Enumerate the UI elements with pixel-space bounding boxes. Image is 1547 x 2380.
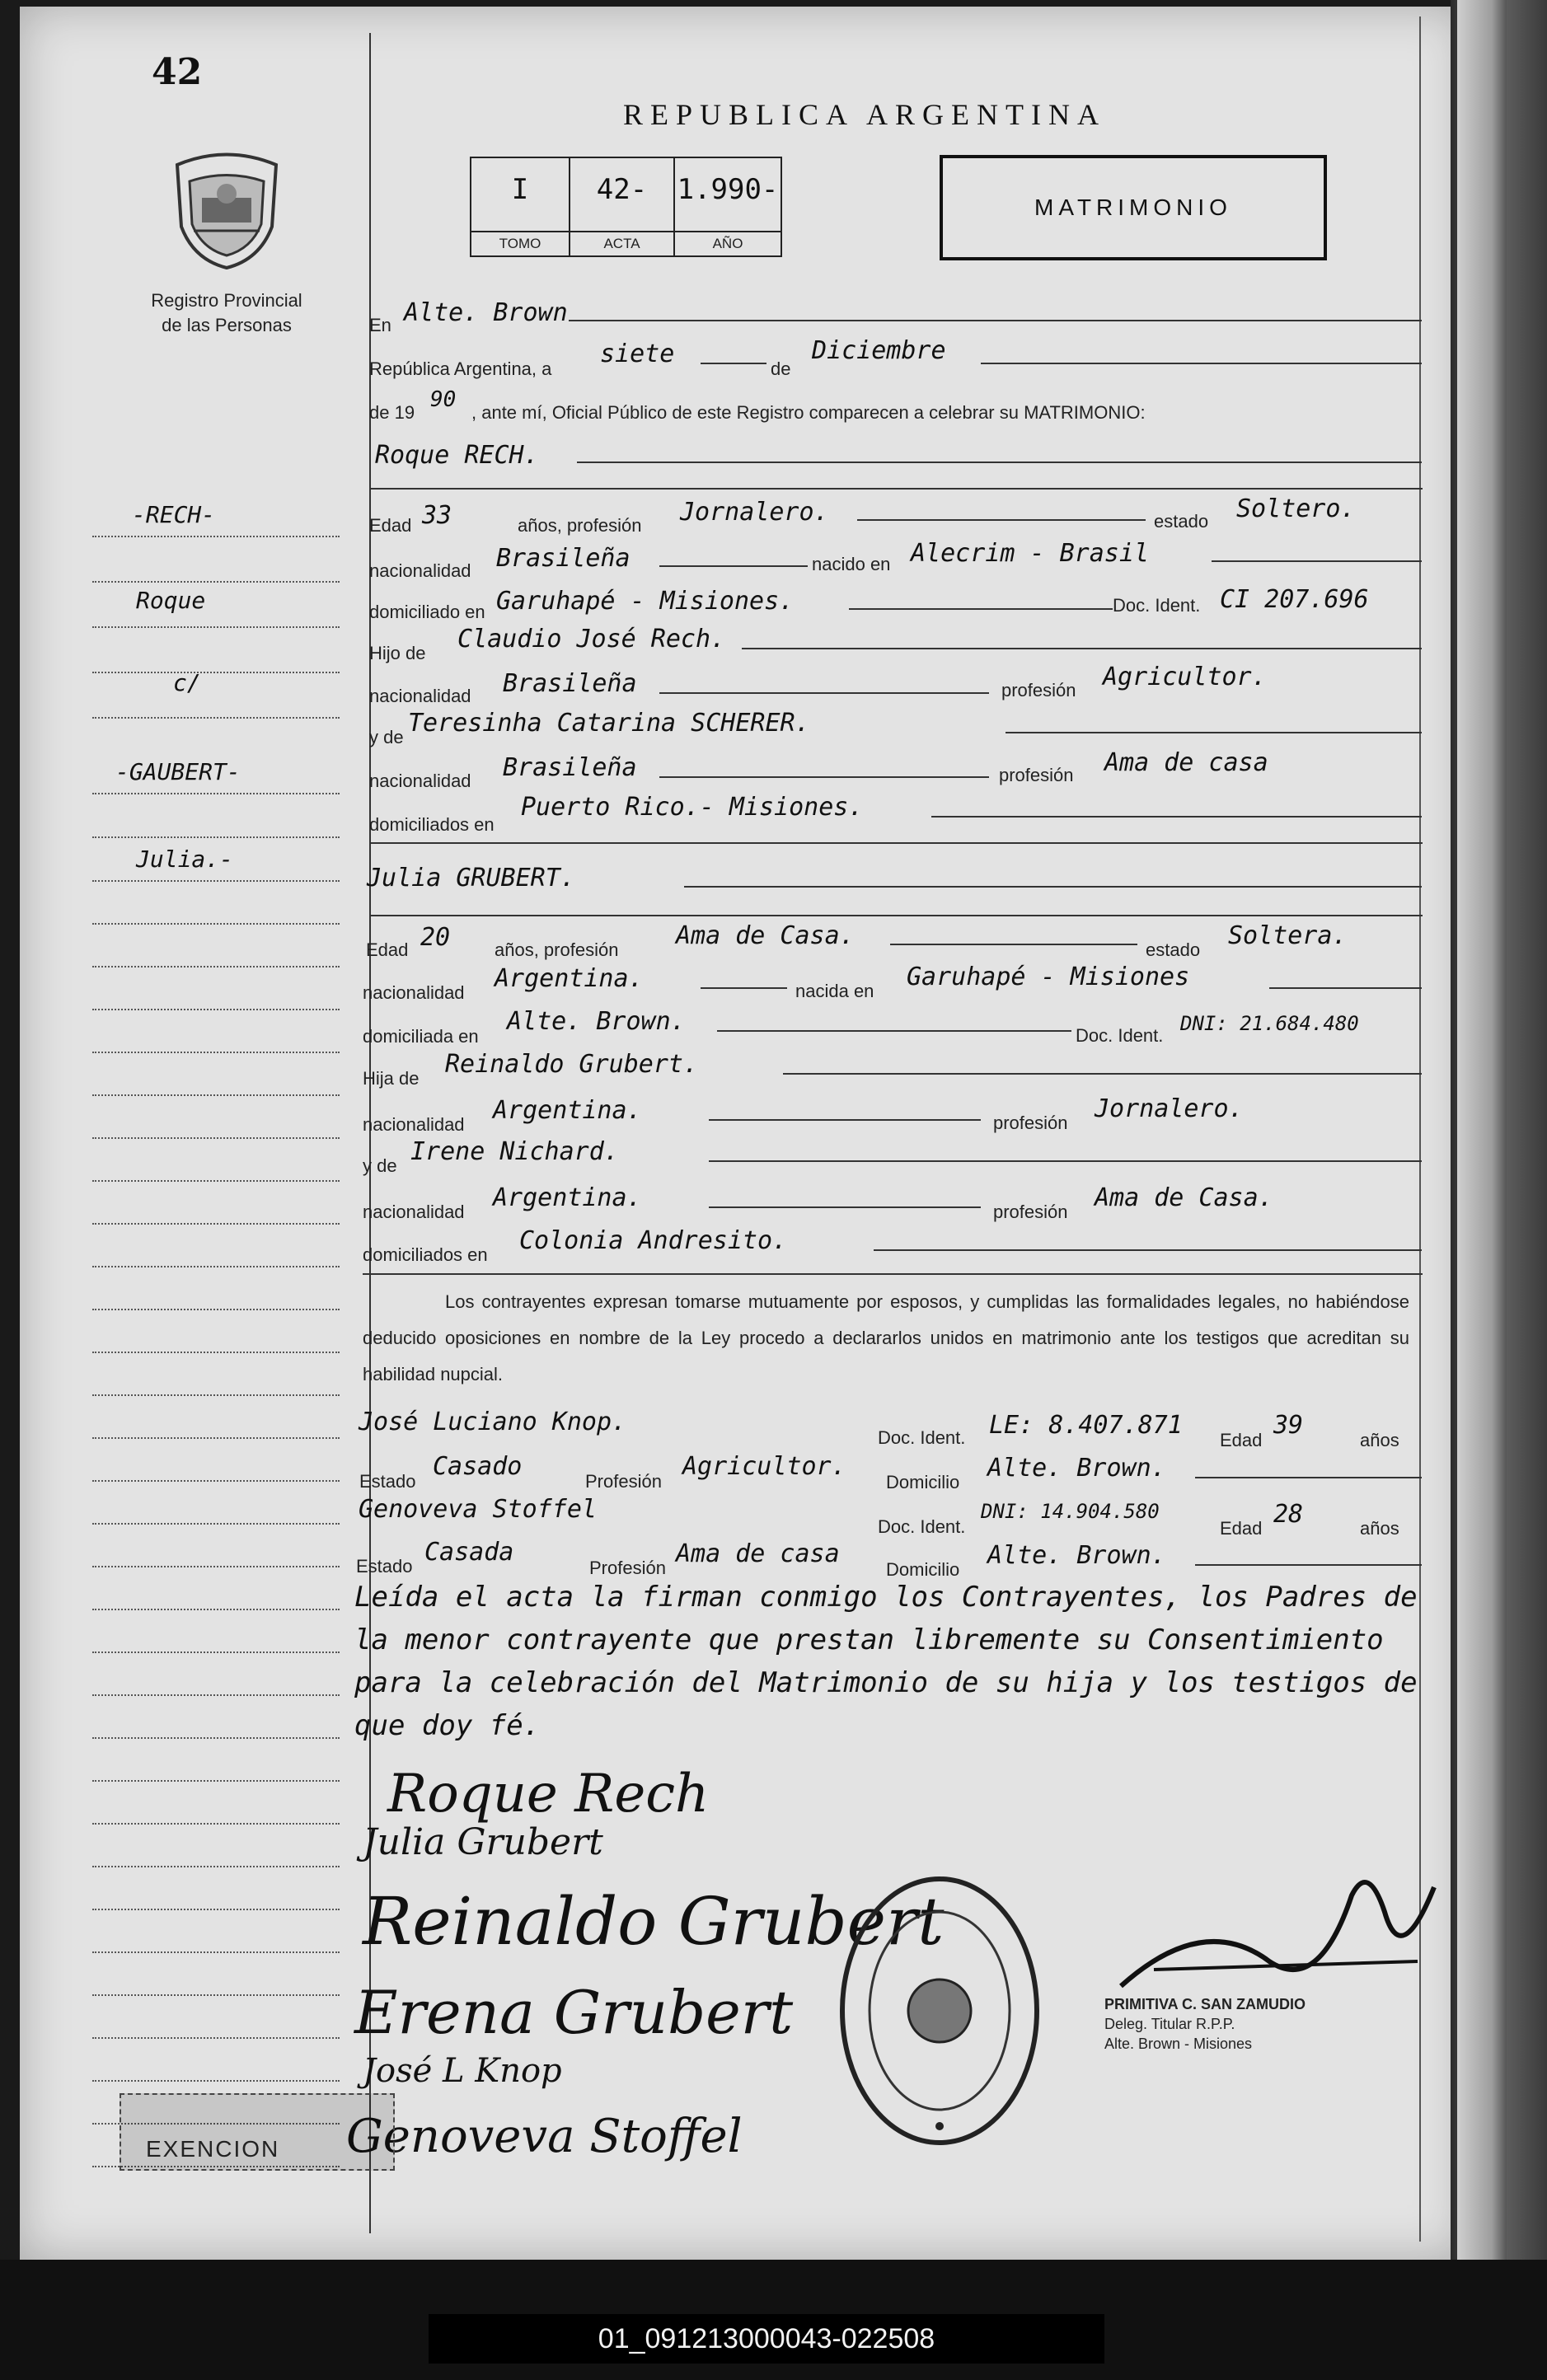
bride-domicile: Alte. Brown. [507,1007,686,1036]
tomo-label: TOMO [471,231,569,252]
signature-bride-father: Reinaldo Grubert [363,1883,945,1960]
witness2-anos-label: años [1360,1518,1399,1539]
witness2-profession: Ama de casa [676,1539,840,1568]
witness1-domicile: Alte. Brown. [987,1454,1166,1483]
margin-note-name-groom: Roque [136,587,206,614]
bride-mother-nationality: Argentina. [493,1183,642,1212]
groom-birthplace: Alecrim - Brasil [911,539,1149,568]
witness1-status: Casado [433,1452,523,1481]
bride-parents-dom-label: domiciliados en [363,1244,488,1265]
bride-mother-profession: Ama de Casa. [1095,1183,1273,1212]
record-number-box [470,157,782,257]
groom-status: Soltero. [1236,494,1356,523]
witness1-doc: LE: 8.407.871 [989,1411,1183,1440]
groom-doc: CI 207.696 [1220,585,1369,614]
signature-witness-1: José L Knop [363,2052,562,2090]
groom-name: Roque RECH. [375,441,539,470]
acta-label: ACTA [570,231,673,252]
officer-block [1104,1994,1306,2054]
bride-birthplace: Garuhapé - Misiones [907,963,1190,991]
de-label: de [771,358,791,379]
month: Diciembre [812,336,946,365]
intro-statement: , ante mí, Oficial Público de este Registro comparecen a celebrar su MATRIMONIO: [471,402,1146,423]
groom-doc-label: Doc. Ident. [1113,595,1201,616]
witness1-doc-label: Doc. Ident. [878,1427,966,1448]
witness2-name: Genoveva Stoffel [359,1495,597,1524]
officer-signature-mark [1104,1862,1451,2011]
bride-nac-label: nacionalidad [363,982,465,1003]
registry-line-1: Registro Provincial [151,290,302,311]
document-type-box: MATRIMONIO [940,155,1327,260]
groom-hijo-label: Hijo de [369,643,426,663]
bride-name: Julia GRUBERT. [367,864,575,892]
groom-nac-label: nacionalidad [369,560,471,581]
groom-parents-dom-label: domiciliados en [369,814,495,835]
registry-line-2: de las Personas [162,315,292,335]
bride-dom-label: domiciliada en [363,1026,479,1047]
margin-note-surname-groom: -RECH- [132,501,216,528]
bride-doc: DNI: 21.684.480 [1180,1012,1359,1035]
groom-father-prof-label: profesión [1001,680,1076,700]
page-number: 42 [152,51,203,93]
bride-anos-label: años, profesión [495,939,619,960]
witness2-edad-label: Edad [1220,1518,1263,1539]
groom-nacido-label: nacido en [812,554,891,574]
en-label: En [369,315,391,335]
officer-title: Deleg. Titular R.P.P. [1104,2016,1235,2032]
bride-age: 20 [420,923,451,952]
groom-age: 33 [422,501,452,530]
groom-father-profession: Agricultor. [1103,663,1267,691]
margin-note-name-bride: Julia.- [136,846,234,873]
official-stamp [832,1871,1047,2151]
year-prefix: de 19 [369,402,415,423]
ano-cell [675,158,781,255]
witness2-age: 28 [1273,1500,1304,1529]
witness2-dom-label: Domicilio [886,1559,960,1580]
exention-stamp [120,2093,395,2171]
groom-mother-profession: Ama de casa [1104,748,1268,777]
bride-doc-label: Doc. Ident. [1076,1025,1164,1046]
witness1-profession: Agricultor. [682,1452,846,1481]
witness1-estado-label: Estado [359,1471,416,1492]
exention-stamp-text: EXENCION [146,2136,280,2162]
witness1-age: 39 [1273,1411,1304,1440]
groom-parents-domicile: Puerto Rico.- Misiones. [521,793,864,822]
ano-value: 1.990- [677,173,779,206]
closing-note: Leída el acta la firman conmigo los Contrayentes, los Padres de la menor contrayente que prestan libremente su Consentimiento para la celebración del Matrimonio de su hija y los testigos de que doy fé. [354,1581,1418,1742]
groom-nationality: Brasileña [496,544,631,573]
witness2-estado-label: Estado [356,1556,413,1577]
book-binding [1451,0,1547,2380]
groom-mother: Teresinha Catarina SCHERER. [408,709,810,738]
witness1-name: José Luciano Knop. [359,1408,627,1436]
groom-domicile: Garuhapé - Misiones. [496,587,795,616]
bride-y-de-label: y de [363,1155,397,1176]
groom-estado-label: estado [1154,511,1209,532]
bride-profession: Ama de Casa. [676,921,855,950]
bride-edad-label: Edad [366,939,409,960]
groom-dom-label: domiciliado en [369,602,485,622]
ano-label: AÑO [675,231,781,252]
margin-note-connector: c/ [173,669,201,696]
bride-parents-domicile: Colonia Andresito. [519,1226,788,1255]
officer-location: Alte. Brown - Misiones [1104,2036,1253,2052]
year-suffix: 90 [430,387,457,412]
groom-mother-prof-label: profesión [999,765,1074,785]
tomo-value: I [511,173,529,206]
registry-name [124,288,330,338]
declaration-text: Los contrayentes expresan tomarse mutuamente por esposos, y cumplidas las formalidades legales, no habiéndose deducido oposiciones en nombre de la Ley procedo a declararlos unidos en matrimonio ante los testigos que acreditan su habilidad nupcial. [363,1291,1409,1384]
bride-father-nationality: Argentina. [493,1096,642,1125]
groom-mother-nationality: Brasileña [503,753,637,782]
bride-father: Reinaldo Grubert. [445,1050,699,1079]
bride-mother: Irene Nichard. [410,1137,619,1166]
country-title: REPUBLICA ARGENTINA [623,98,1107,131]
tomo-cell [471,158,570,255]
witness2-prof-label: Profesión [589,1558,666,1578]
signature-bride: Julia Grubert [363,1821,603,1863]
witness1-dom-label: Domicilio [886,1472,960,1492]
acta-value: 42- [596,173,648,206]
groom-y-de-label: y de [369,727,404,747]
officer-name: PRIMITIVA C. SAN ZAMUDIO [1104,1996,1306,2012]
bride-nationality: Argentina. [495,964,644,993]
bride-father-nac-label: nacionalidad [363,1114,465,1135]
groom-father-nac-label: nacionalidad [369,686,471,706]
bride-hija-label: Hija de [363,1068,420,1089]
witness1-anos-label: años [1360,1430,1399,1450]
witness1-prof-label: Profesión [585,1471,662,1492]
bride-estado-label: estado [1146,939,1201,960]
day: siete [600,340,675,368]
groom-anos-label: años, profesión [518,515,642,536]
groom-profession: Jornalero. [680,498,829,527]
groom-father: Claudio José Rech. [457,625,726,654]
bride-father-profession: Jornalero. [1095,1094,1244,1123]
bride-status: Soltera. [1228,921,1348,950]
witness2-domicile: Alte. Brown. [987,1541,1166,1570]
bride-mother-nac-label: nacionalidad [363,1202,465,1222]
witness2-doc-label: Doc. Ident. [878,1516,966,1537]
signature-groom: Roque Rech [387,1764,710,1825]
witness2-status: Casada [424,1538,514,1567]
bride-father-prof-label: profesión [993,1113,1068,1133]
groom-father-nationality: Brasileña [503,669,637,698]
republica-label: República Argentina, a [369,358,552,379]
groom-edad-label: Edad [369,515,412,536]
acta-cell [570,158,675,255]
file-id: 01_091213000043-022508 [429,2314,1104,2364]
province-seal-icon [169,148,284,272]
groom-mother-nac-label: nacionalidad [369,771,471,791]
place: Alte. Brown [404,298,568,327]
margin-note-surname-bride: -GAUBERT- [115,758,241,785]
signature-bride-mother: Erena Grubert [354,1978,794,2047]
witness1-edad-label: Edad [1220,1430,1263,1450]
bride-mother-prof-label: profesión [993,1202,1068,1222]
bride-nacida-label: nacida en [795,981,874,1001]
signature-witness-2: Genoveva Stoffel [346,2110,743,2163]
witness2-doc: DNI: 14.904.580 [981,1500,1160,1523]
